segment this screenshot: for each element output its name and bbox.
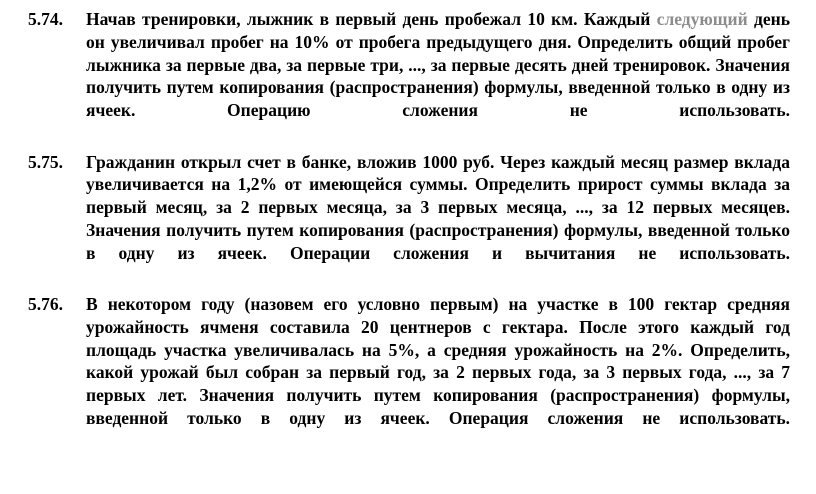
exercise-item xyxy=(28,293,790,452)
exercise-number: 5.75. xyxy=(28,151,63,172)
exercise-text: Гражданин открыл счет в банке, вложив 1000 руб. Через каждый месяц размер вклада увеличивается на 1,2% от имеющейся суммы. Определить прирост суммы вклада за первый месяц, за 2 первых месяца, за 3 первых месяца, ..., за 12 первых месяцев. Значения получить путем копирования (распространения) формулы, введенной только в одну из ячеек. Операции сложения и вычитания не использовать. xyxy=(86,151,790,263)
exercise-item xyxy=(28,151,790,288)
exercise-item xyxy=(28,8,790,145)
exercise-text: В некотором году (назовем его условно первым) на участке в 100 гектар средняя урожайность ячменя составила 20 центнеров с гектара. После этого каждый год площадь участка увеличивалась на 5%, а средняя урожайность на 2%. Определить, какой урожай был собран за первый год, за 2 первых года, за 3 первых года, ..., за 7 первых лет. Значения получить путем копирования (распространения) формулы, введенной только в одну из ячеек. Операция сложения не использовать. xyxy=(86,294,790,428)
exercise-text xyxy=(86,8,790,145)
exercise-number: 5.74. xyxy=(28,9,63,29)
faded-word: следующий xyxy=(656,9,748,29)
exercise-text-part-2: день он увеличивал пробег на 10% от пробега предыдущего дня. Определить общий пробег лыжника за первые два, за первые три, ..., за первые десять дней тренировок. Значения получить путем копирования (распространения) формулы, введенной только в одну из ячеек. Операцию сложения не использовать. xyxy=(86,9,790,120)
exercise-number: 5.76. xyxy=(28,294,63,314)
exercise-text-part-1: Начав тренировки, лыжник в первый день пробежал 10 км. Каждый xyxy=(86,9,657,29)
